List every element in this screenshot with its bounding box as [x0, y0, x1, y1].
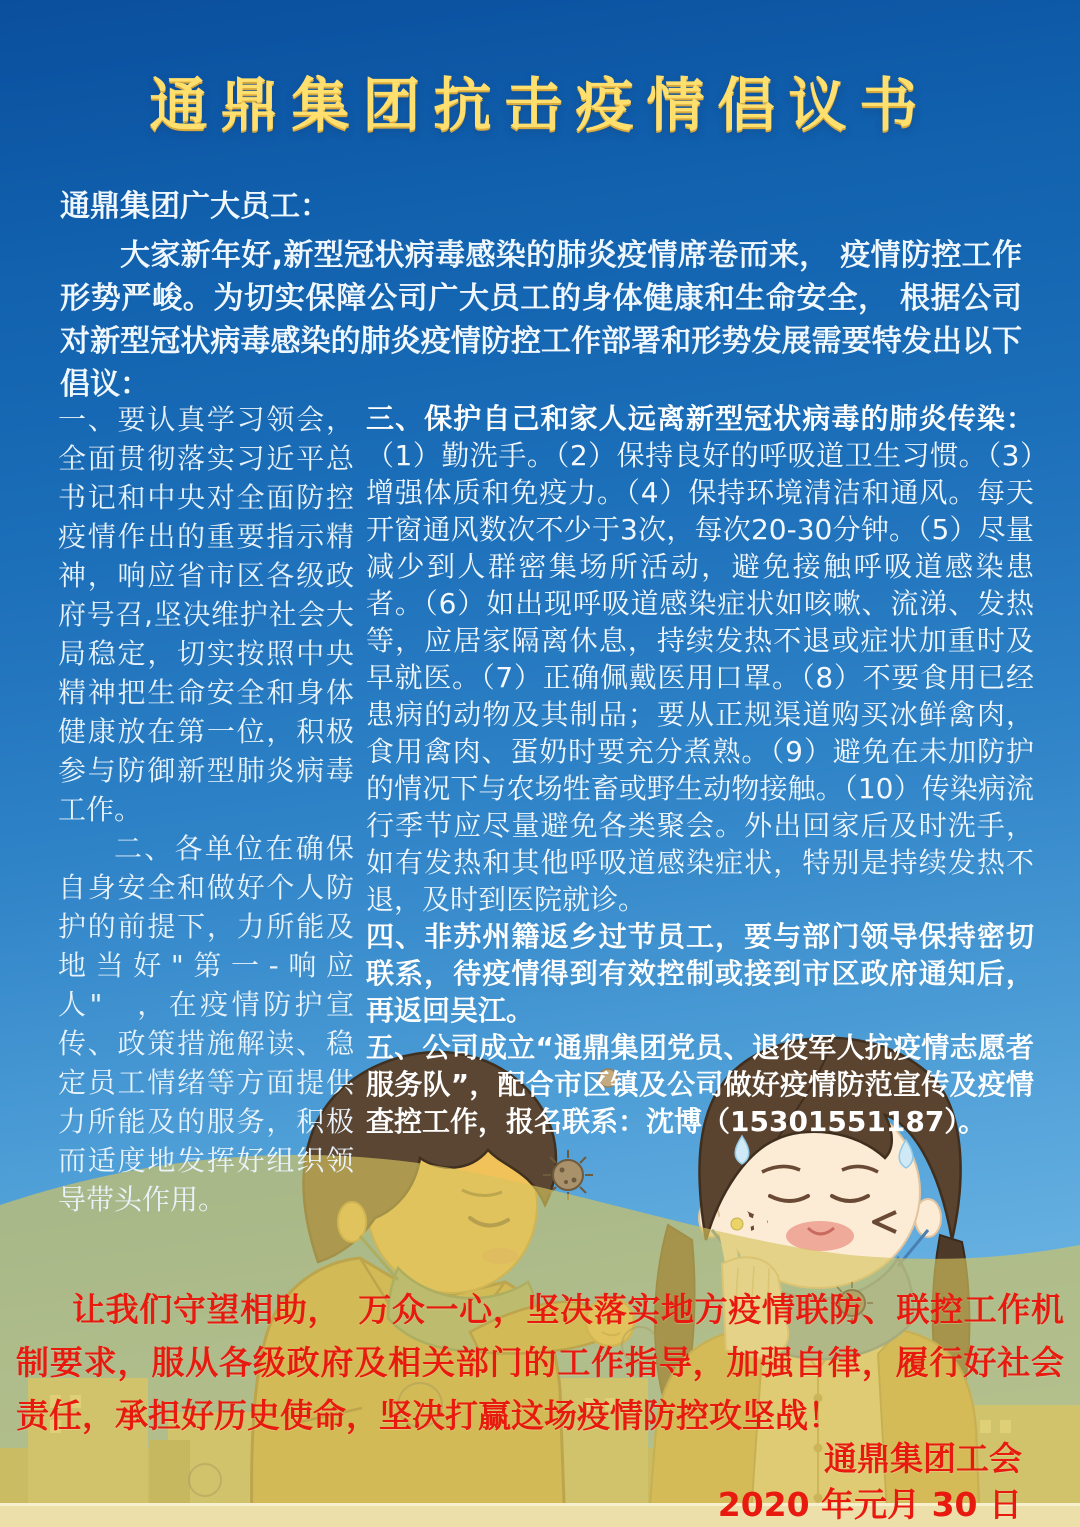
- item-2: 二、各单位在确保自身安全和做好个人防护的前提下，力所能及地当好"第一-响应人" ，在疫情防护宣传、政策措施解读、稳定员工情绪等方面提供力所能及的服务，积极而适度地发挥好组织领导带头作用。: [58, 832, 354, 1216]
- slogan: 让我们守望相助， 万众一心，坚决落实地方疫情联防、联控工作机制要求，服从各级政府及相关部门的工作指导，加强自律，履行好社会责任，承担好历史使命，坚决打赢这场疫情防控攻坚战！: [16, 1290, 1064, 1435]
- item-3-body: （1）勤洗手。（2）保持良好的呼吸道卫生习惯。（3）增强体质和免疫力。（4）保持环境清洁和通风。每天开窗通风数次不少于3次，每次20-30分钟。（5）尽量减少到人群密集场所活动，避免接触呼吸道感染患者。（6）如出现呼吸道感染症状如咳嗽、流涕、发热等，应居家隔离休息，持续发热不退或症状加重时及早就医。（7）正确佩戴医用口罩。（8）不要食用已经患病的动物及其制品；要从正规渠道购买冰鲜禽肉，食用禽肉、蛋奶时要充分煮熟。（9）避免在未加防护的情况下与农场牲畜或野生动物接触。（10）传染病流行季节应尽量避免各类聚会。外出回家后及时洗手，如有发热和其他呼吸道感染症状，特别是持续发热不退，及时到医院就诊。: [366, 439, 1034, 916]
- left-column: [58, 400, 354, 1219]
- poster-title: 通鼎集团抗击疫情倡议书: [149, 71, 931, 139]
- date: 2020 年元月 30 日: [717, 1485, 1022, 1524]
- dust-dot-icon: [731, 1218, 743, 1230]
- body-columns: [58, 400, 1034, 1219]
- right-column: [366, 400, 1034, 1219]
- item-3-heading: 三、保护自己和家人远离新型冠状病毒的肺炎传染：: [366, 402, 1034, 435]
- item-4: 四、非苏州籍返乡过节员工，要与部门领导保持密切联系，待疫情得到有效控制或接到市区政府通知后，再返回吴江。: [366, 920, 1034, 1027]
- intro-block: [60, 186, 1022, 406]
- signature: 通鼎集团工会: [824, 1439, 1022, 1478]
- signature-block: [718, 1436, 1022, 1527]
- intro-paragraph: 大家新年好,新型冠状病毒感染的肺炎疫情席卷而来， 疫情防控工作形势严峻。为切实保障公司广大员工的身体健康和生命安全， 根据公司对新型冠状病毒感染的肺炎疫情防控工作部署和形势发展需要特发出以下倡议：: [60, 238, 1022, 402]
- item-1: 一、要认真学习领会，全面贯彻落实习近平总书记和中央对全面防控疫情作出的重要指示精神，响应省市区各级政府号召,坚决维护社会大局稳定，切实按照中央精神把生命安全和身体健康放在第一位，积极参与防御新型肺炎病毒工作。: [58, 403, 354, 826]
- item-3: [366, 400, 1034, 918]
- item-5: 五、公司成立“通鼎集团党员、退役军人抗疫情志愿者服务队”，配合市区镇及公司做好疫情防范宣传及疫情查控工作，报名联系：沈博（15301551187）。: [366, 1031, 1034, 1138]
- salutation: 通鼎集团广大员工：: [60, 189, 330, 224]
